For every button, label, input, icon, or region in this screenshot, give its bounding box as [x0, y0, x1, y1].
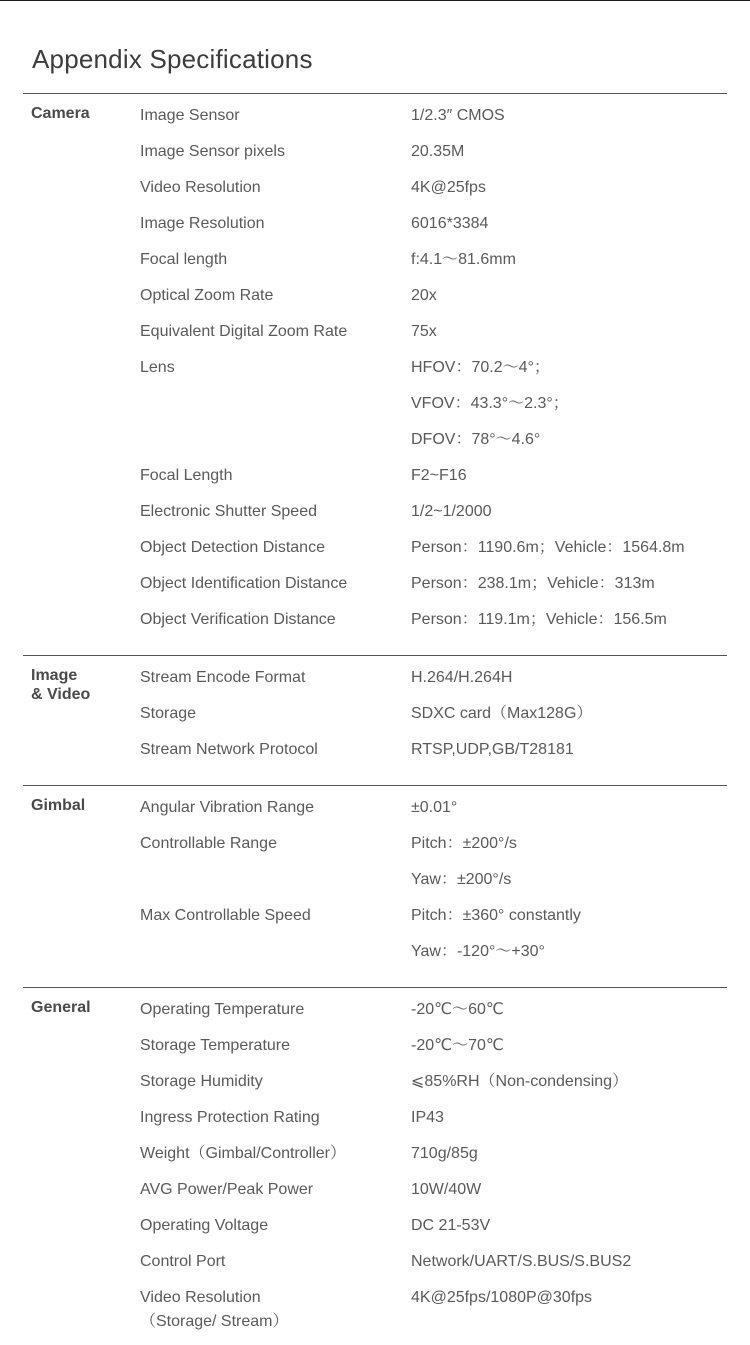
spec-row — [140, 500, 727, 536]
spec-value: 10W/40W — [411, 1181, 482, 1198]
spec-row — [140, 1106, 727, 1142]
spec-label: Stream Network Protocol — [140, 741, 318, 758]
spec-row — [140, 1070, 727, 1106]
spec-value: SDXC card（Max128G） — [411, 705, 593, 722]
spec-label: Object Verification Distance — [140, 611, 336, 628]
spec-row — [140, 1034, 727, 1070]
spec-label: Control Port — [140, 1253, 226, 1270]
spec-label: Image Sensor — [140, 107, 240, 124]
spec-row — [140, 284, 727, 320]
spec-label — [140, 392, 411, 428]
spec-value: ⩽85%RH（Non-condensing） — [411, 1073, 629, 1090]
spec-label: Optical Zoom Rate — [140, 287, 274, 304]
spec-value: Pitch：±200°/s — [411, 835, 517, 852]
spec-row — [140, 428, 727, 464]
spec-row — [140, 176, 727, 212]
spec-value: H.264/H.264H — [411, 669, 513, 686]
spec-row — [140, 1250, 727, 1286]
spec-value: 4K@25fps/1080P@30fps — [411, 1289, 593, 1306]
spec-rows — [140, 666, 727, 774]
spec-value: 6016*3384 — [411, 215, 489, 232]
spec-value: Person：119.1m；Vehicle：156.5m — [411, 611, 667, 628]
spec-row — [140, 666, 727, 702]
spec-label: Angular Vibration Range — [140, 799, 315, 816]
spec-value: -20℃～60℃ — [411, 1001, 504, 1018]
spec-row — [140, 998, 727, 1034]
section-name: Image & Video — [31, 667, 91, 703]
spec-label: Storage — [140, 705, 197, 722]
spec-value: Pitch：±360° constantly — [411, 907, 581, 924]
spec-value: 1/2~1/2000 — [411, 503, 492, 520]
section-name: Camera — [31, 105, 90, 122]
spec-value: RTSP,UDP,GB/T28181 — [411, 741, 574, 758]
spec-rows — [140, 796, 727, 976]
spec-row — [140, 1286, 727, 1334]
spec-row — [140, 392, 727, 428]
spec-value: DC 21-53V — [411, 1217, 491, 1234]
spec-row — [140, 464, 727, 500]
spec-label — [140, 428, 411, 464]
spec-label: Object Identification Distance — [140, 575, 348, 592]
spec-label: Video Resolution （Storage/ Stream） — [140, 1289, 289, 1330]
spec-label — [140, 940, 411, 976]
spec-value: 20x — [411, 287, 437, 304]
spec-row — [140, 702, 727, 738]
spec-label: Object Detection Distance — [140, 539, 325, 556]
spec-value: f:4.1～81.6mm — [411, 251, 516, 268]
spec-row — [140, 320, 727, 356]
spec-row — [140, 796, 727, 832]
spec-row — [140, 212, 727, 248]
spec-label: AVG Power/Peak Power — [140, 1181, 314, 1198]
spec-value: Yaw：±200°/s — [411, 871, 512, 888]
spec-label: Electronic Shutter Speed — [140, 503, 317, 520]
spec-value: Person：238.1m；Vehicle：313m — [411, 575, 655, 592]
spec-value: HFOV：70.2～4°； — [411, 359, 550, 376]
spec-row — [140, 1178, 727, 1214]
spec-label: Ingress Protection Rating — [140, 1109, 320, 1126]
spec-row — [140, 904, 727, 940]
spec-label: Equivalent Digital Zoom Rate — [140, 323, 348, 340]
spec-row — [140, 868, 727, 904]
spec-value: 1/2.3″ CMOS — [411, 107, 505, 124]
spec-rows — [140, 104, 727, 644]
spec-value: 20.35M — [411, 143, 465, 160]
spec-label: Image Sensor pixels — [140, 143, 285, 160]
spec-rows — [140, 998, 727, 1334]
section-gimbal — [23, 785, 727, 987]
top-divider — [0, 0, 750, 1]
spec-label: Controllable Range — [140, 835, 277, 852]
spec-value: VFOV：43.3°～2.3°； — [411, 395, 569, 412]
spec-table — [23, 93, 727, 1345]
spec-label — [140, 868, 411, 904]
spec-row — [140, 572, 727, 608]
spec-value: F2~F16 — [411, 467, 467, 484]
spec-value: 710g/85g — [411, 1145, 478, 1162]
spec-value: IP43 — [411, 1109, 444, 1126]
spec-label: Video Resolution — [140, 179, 261, 196]
spec-row — [140, 738, 727, 774]
spec-label: Operating Voltage — [140, 1217, 269, 1234]
spec-value: 4K@25fps — [411, 179, 486, 196]
spec-row — [140, 356, 727, 392]
spec-label: Max Controllable Speed — [140, 907, 311, 924]
section-general — [23, 987, 727, 1345]
spec-value: Network/UART/S.BUS/S.BUS2 — [411, 1253, 632, 1270]
spec-value: Person：1190.6m；Vehicle：1564.8m — [411, 539, 685, 556]
spec-label: Image Resolution — [140, 215, 265, 232]
spec-value: ±0.01° — [411, 799, 458, 816]
spec-row — [140, 1142, 727, 1178]
spec-value: Yaw：-120°～+30° — [411, 943, 545, 960]
section-image-video — [23, 655, 727, 785]
spec-label: Focal length — [140, 251, 228, 268]
section-name: Gimbal — [31, 797, 86, 814]
spec-value: 75x — [411, 323, 437, 340]
spec-label: Storage Humidity — [140, 1073, 263, 1090]
spec-row — [140, 1214, 727, 1250]
page-title: Appendix Specifications — [32, 44, 313, 74]
spec-row — [140, 536, 727, 572]
spec-label: Storage Temperature — [140, 1037, 291, 1054]
spec-row — [140, 940, 727, 976]
spec-label: Weight（Gimbal/Controller） — [140, 1145, 346, 1162]
section-camera — [23, 93, 727, 655]
spec-label: Stream Encode Format — [140, 669, 306, 686]
spec-row — [140, 608, 727, 644]
spec-row — [140, 248, 727, 284]
spec-row — [140, 140, 727, 176]
spec-label: Lens — [140, 359, 175, 376]
spec-row — [140, 832, 727, 868]
spec-row — [140, 104, 727, 140]
spec-label: Focal Length — [140, 467, 233, 484]
spec-label: Operating Temperature — [140, 1001, 305, 1018]
spec-value: DFOV：78°～4.6° — [411, 431, 541, 448]
section-name: General — [31, 999, 91, 1016]
spec-value: -20℃～70℃ — [411, 1037, 504, 1054]
